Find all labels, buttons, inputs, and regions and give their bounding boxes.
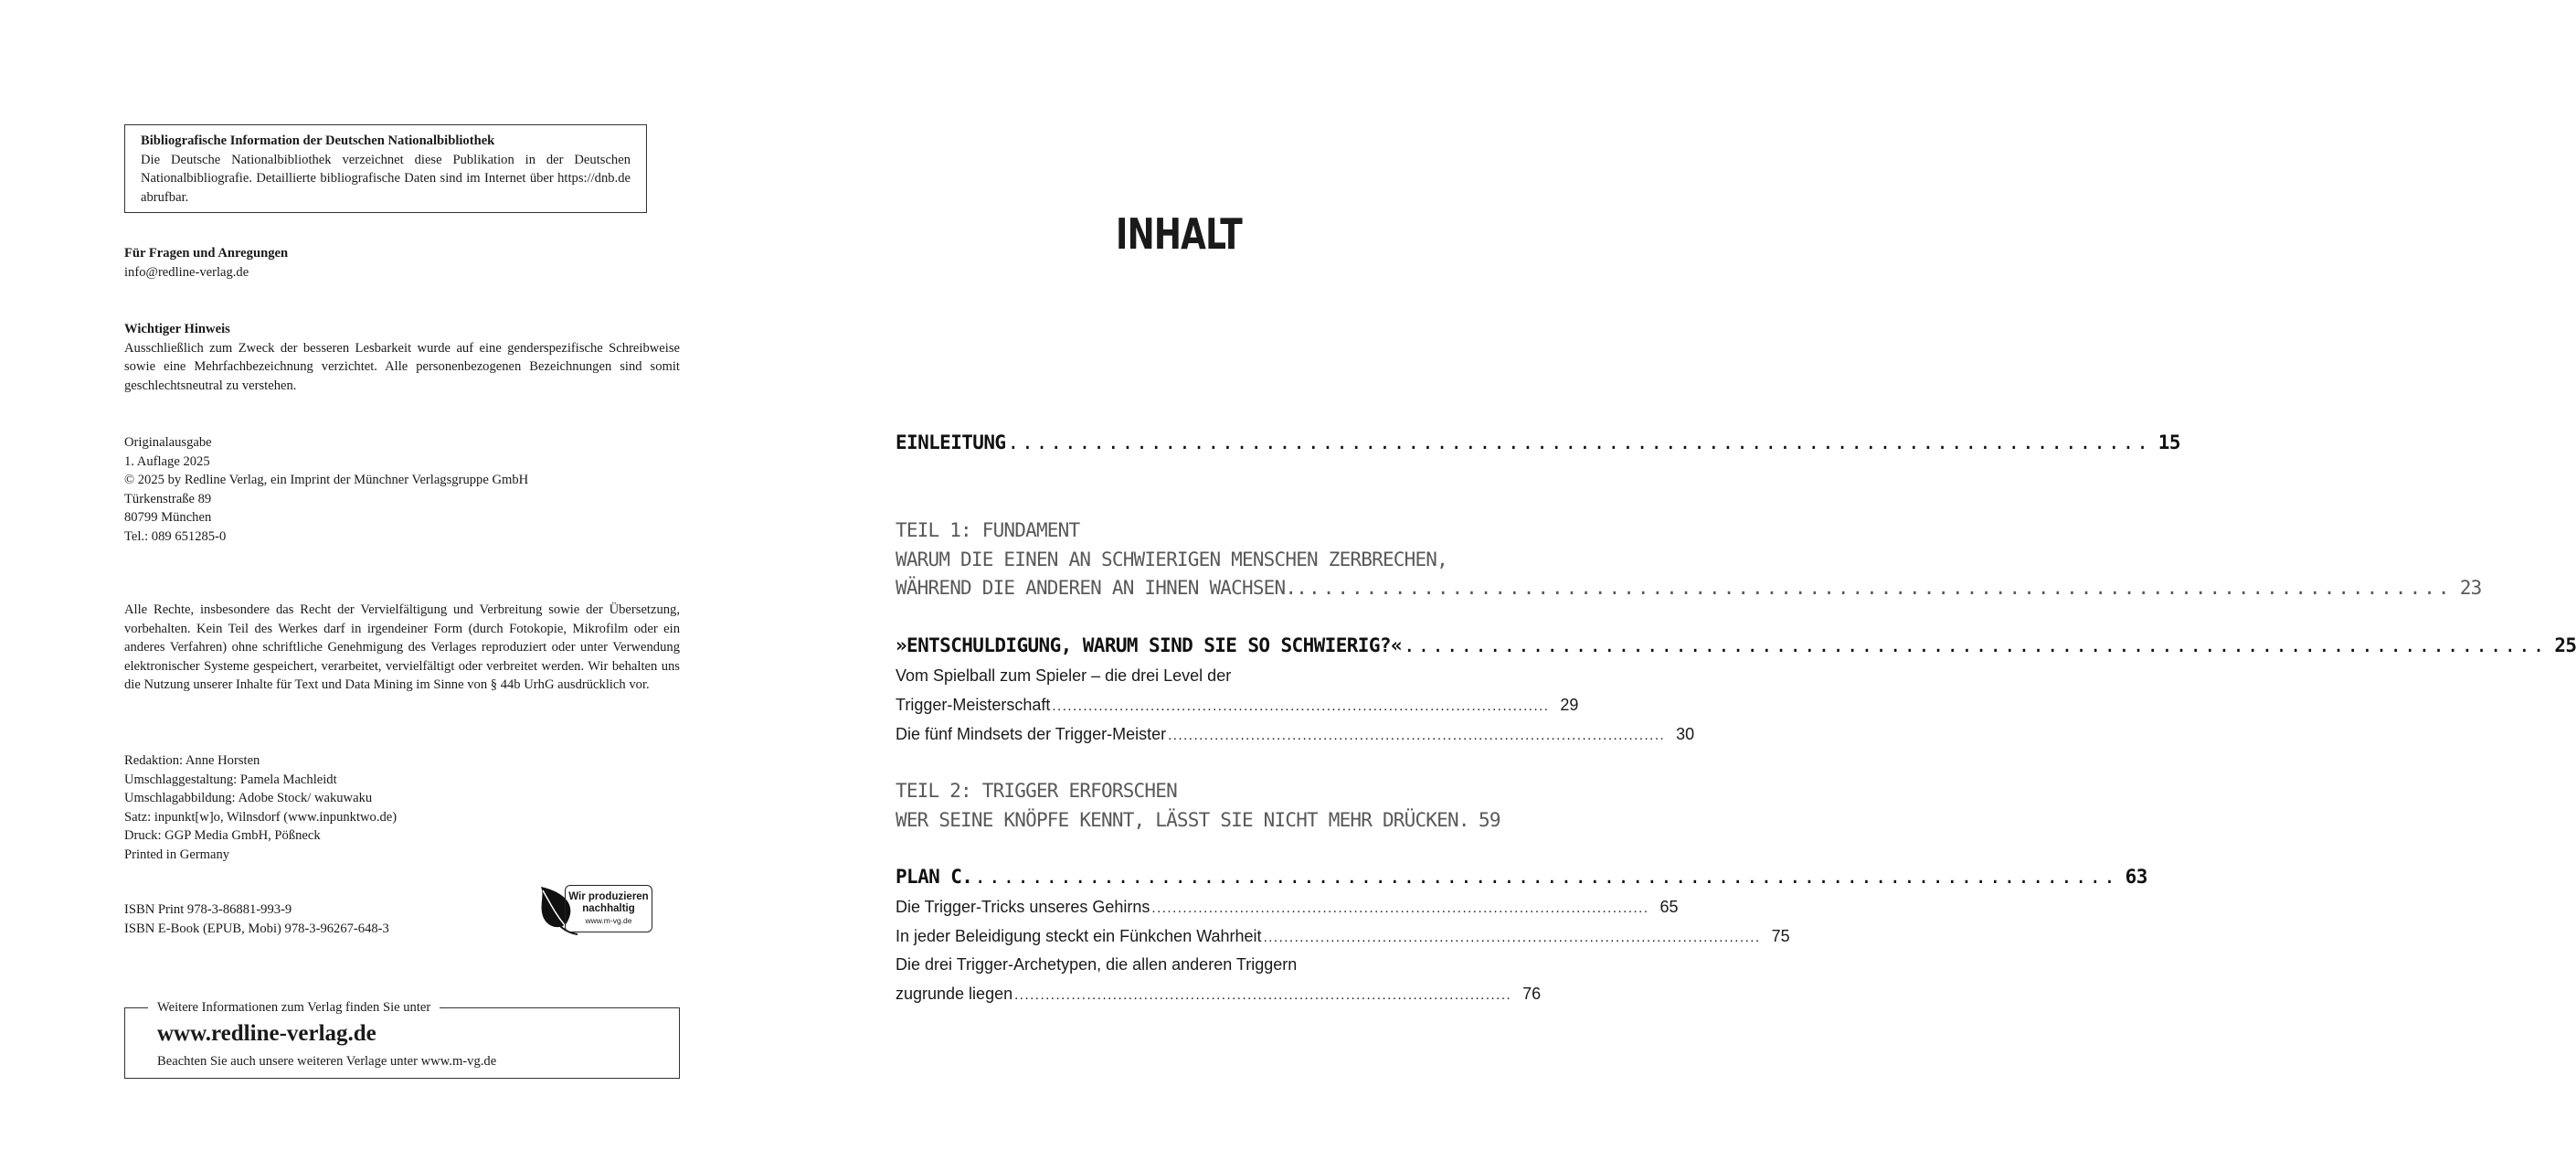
toc-label: WÄHREND DIE ANDEREN AN IHNEN WACHSEN..: [896, 577, 1308, 599]
toc-entry-sub-5[interactable]: [896, 980, 1542, 1009]
dot-leader: ................................................................................: [1309, 577, 2453, 599]
notice-text: Ausschließlich zum Zweck der besseren Lesbarkeit wurde auf eine genderspezifische Schreibweise sowie eine Mehrfachbezeichnung verzichtet. Alle personenbezogenen Bezeichnungen sind somit geschlechtsneutral zu verstehen.: [124, 340, 680, 393]
bibliographic-info-box: [124, 124, 647, 213]
toc-entry-einleitung[interactable]: [896, 429, 2180, 456]
rights-block: [124, 601, 680, 695]
toc-page: 30: [1676, 725, 1695, 743]
dot-leader: ................................................................................................: [1263, 930, 1761, 945]
edition-line: 80799 München: [124, 510, 212, 525]
credits-block: [124, 751, 680, 864]
edition-block: [124, 433, 680, 546]
notice-block: [124, 320, 680, 395]
toc-entry-part-1[interactable]: [896, 573, 2482, 602]
edition-line: Originalausgabe: [124, 435, 212, 450]
eco-line-1: Wir produzieren: [568, 891, 649, 902]
dot-leader: ................................................................................................: [1052, 698, 1550, 714]
edition-line: 1. Auflage 2025: [124, 453, 210, 469]
web-more-info: Beachten Sie auch unsere weiteren Verlage unter www.m-vg.de: [157, 1054, 497, 1069]
toc-sub-5-line: Die drei Trigger-Archetypen, die allen anderen Triggern: [896, 955, 1298, 974]
dot-leader: ................................................................................: [974, 866, 2118, 888]
edition-line: © 2025 by Redline Verlag, ein Imprint der Münchner Verlagsgruppe GmbH: [124, 473, 529, 487]
credit-line: Druck: GGP Media GmbH, Pößneck: [124, 828, 321, 843]
credit-line: Umschlagabbildung: Adobe Stock/ wakuwaku: [124, 791, 373, 805]
toc-entry-sub-1[interactable]: [896, 691, 1579, 720]
dot-leader: ................................................................................................: [1168, 728, 1666, 743]
toc-page: 23: [2459, 577, 2482, 599]
toc-label: In jeder Beleidigung steckt ein Fünkchen Wahrheit: [896, 927, 1262, 945]
isbn-print: ISBN Print 978-3-86881-993-9: [124, 902, 292, 917]
dot-leader: ................................................................................................: [1014, 987, 1512, 1003]
toc-label: zugrunde liegen: [896, 985, 1013, 1003]
isbn-ebook: ISBN E-Book (EPUB, Mobi) 978-3-96267-648-3: [124, 921, 389, 936]
contact-block: [124, 244, 680, 282]
toc-entry-part-2[interactable]: [896, 805, 1500, 835]
toc-label: Die Trigger-Tricks unseres Gehirns: [896, 898, 1150, 916]
dot-leader: ................................................................................: [1007, 431, 2151, 453]
toc-label: PLAN C.: [896, 866, 973, 888]
toc-sub-1-line: Vom Spielball zum Spieler – die drei Level der: [896, 666, 1232, 685]
web-legend: Weitere Informationen zum Verlag finden Sie unter: [148, 998, 440, 1017]
toc-label: Trigger-Meisterschaft: [896, 696, 1051, 714]
edition-line: Tel.: 089 651285-0: [124, 528, 227, 544]
toc-page: 59: [1479, 809, 1500, 831]
toc-title: INHALT: [1116, 209, 1242, 259]
toc-page: 75: [1771, 927, 1790, 945]
toc-entry-sub-4[interactable]: [896, 922, 1790, 952]
toc-entry-chapter-1[interactable]: [896, 632, 2576, 659]
toc-label: Die fünf Mindsets der Trigger-Meister: [896, 725, 1167, 743]
toc-page: 15: [2157, 431, 2180, 453]
toc-label: EINLEITUNG: [896, 431, 1006, 453]
bib-text: Die Deutsche Nationalbibliothek verzeichnet diese Publikation in der Deutschen Nationalbibliografie. Detaillierte bibliografische Daten sind im Internet über https://dnb.de abrufbar.: [141, 152, 631, 205]
contact-email[interactable]: info@redline-verlag.de: [124, 264, 249, 280]
credit-line: Satz: inpunkt[w]o, Wilnsdorf (www.inpunktwo.de): [124, 809, 398, 825]
toc-page: 29: [1560, 696, 1579, 714]
edition-line: Türkenstraße 89: [124, 491, 212, 506]
sustainability-badge: [565, 885, 652, 932]
sustainability-logo: [537, 883, 656, 936]
toc-entry-sub-2[interactable]: [896, 720, 1695, 750]
rights-text: Alle Rechte, insbesondere das Recht der Vervielfältigung und Verbreitung sowie der Übersetzung, vorbehalten. Kein Teil des Werkes darf in irgendeiner Form (durch Fotokopie, Mikrofilm oder ein anderes Verfahren) ohne schriftliche Genehmigung des Verlages reproduziert oder unter Verwendung elektronischer Systeme gespeichert, verarbeitet, vervielfältigt oder verbreitet werden. Wir behalten uns die Nutzung unserer Inhalte für Text und Data Mining im Sinne von § 44b UrhG ausdrücklich vor.: [124, 602, 680, 692]
toc-label: WER SEINE KNÖPFE KENNT, LÄSST SIE NICHT MEHR DRÜCKEN.: [896, 809, 1469, 831]
eco-url: www.m-vg.de: [585, 916, 632, 925]
bib-title: Bibliografische Information der Deutschen Nationalbibliothek: [141, 133, 495, 148]
toc-part-1-title: TEIL 1: FUNDAMENT: [896, 519, 1080, 541]
credit-line: Umschlaggestaltung: Pamela Machleidt: [124, 772, 337, 787]
toc-entry-chapter-2[interactable]: [896, 863, 2147, 890]
toc-page: 25: [2554, 634, 2576, 656]
toc-page: 63: [2125, 866, 2147, 888]
credit-line: Redaktion: Anne Horsten: [124, 753, 260, 768]
toc-page: 76: [1522, 985, 1542, 1003]
toc-part-2-title: TEIL 2: TRIGGER ERFORSCHEN: [896, 780, 1177, 802]
publisher-url[interactable]: www.redline-verlag.de: [157, 1021, 376, 1046]
notice-heading: Wichtiger Hinweis: [124, 322, 230, 336]
credit-line: Printed in Germany: [124, 847, 230, 862]
toc-label: »ENTSCHULDIGUNG, WARUM SIND SIE SO SCHWIERIG?«: [896, 634, 1402, 656]
toc-entry-sub-3[interactable]: [896, 893, 1679, 922]
dot-leader: ................................................................................: [1403, 634, 2548, 656]
dot-leader: ................................................................................................: [1151, 900, 1649, 916]
publisher-web-box: [124, 1000, 680, 1079]
toc-page: 65: [1659, 898, 1679, 916]
toc-part-1-line: WARUM DIE EINEN AN SCHWIERIGEN MENSCHEN ZERBRECHEN,: [896, 549, 1447, 570]
eco-line-2: nachhaltig: [582, 903, 635, 914]
contact-heading: Für Fragen und Anregungen: [124, 246, 289, 261]
